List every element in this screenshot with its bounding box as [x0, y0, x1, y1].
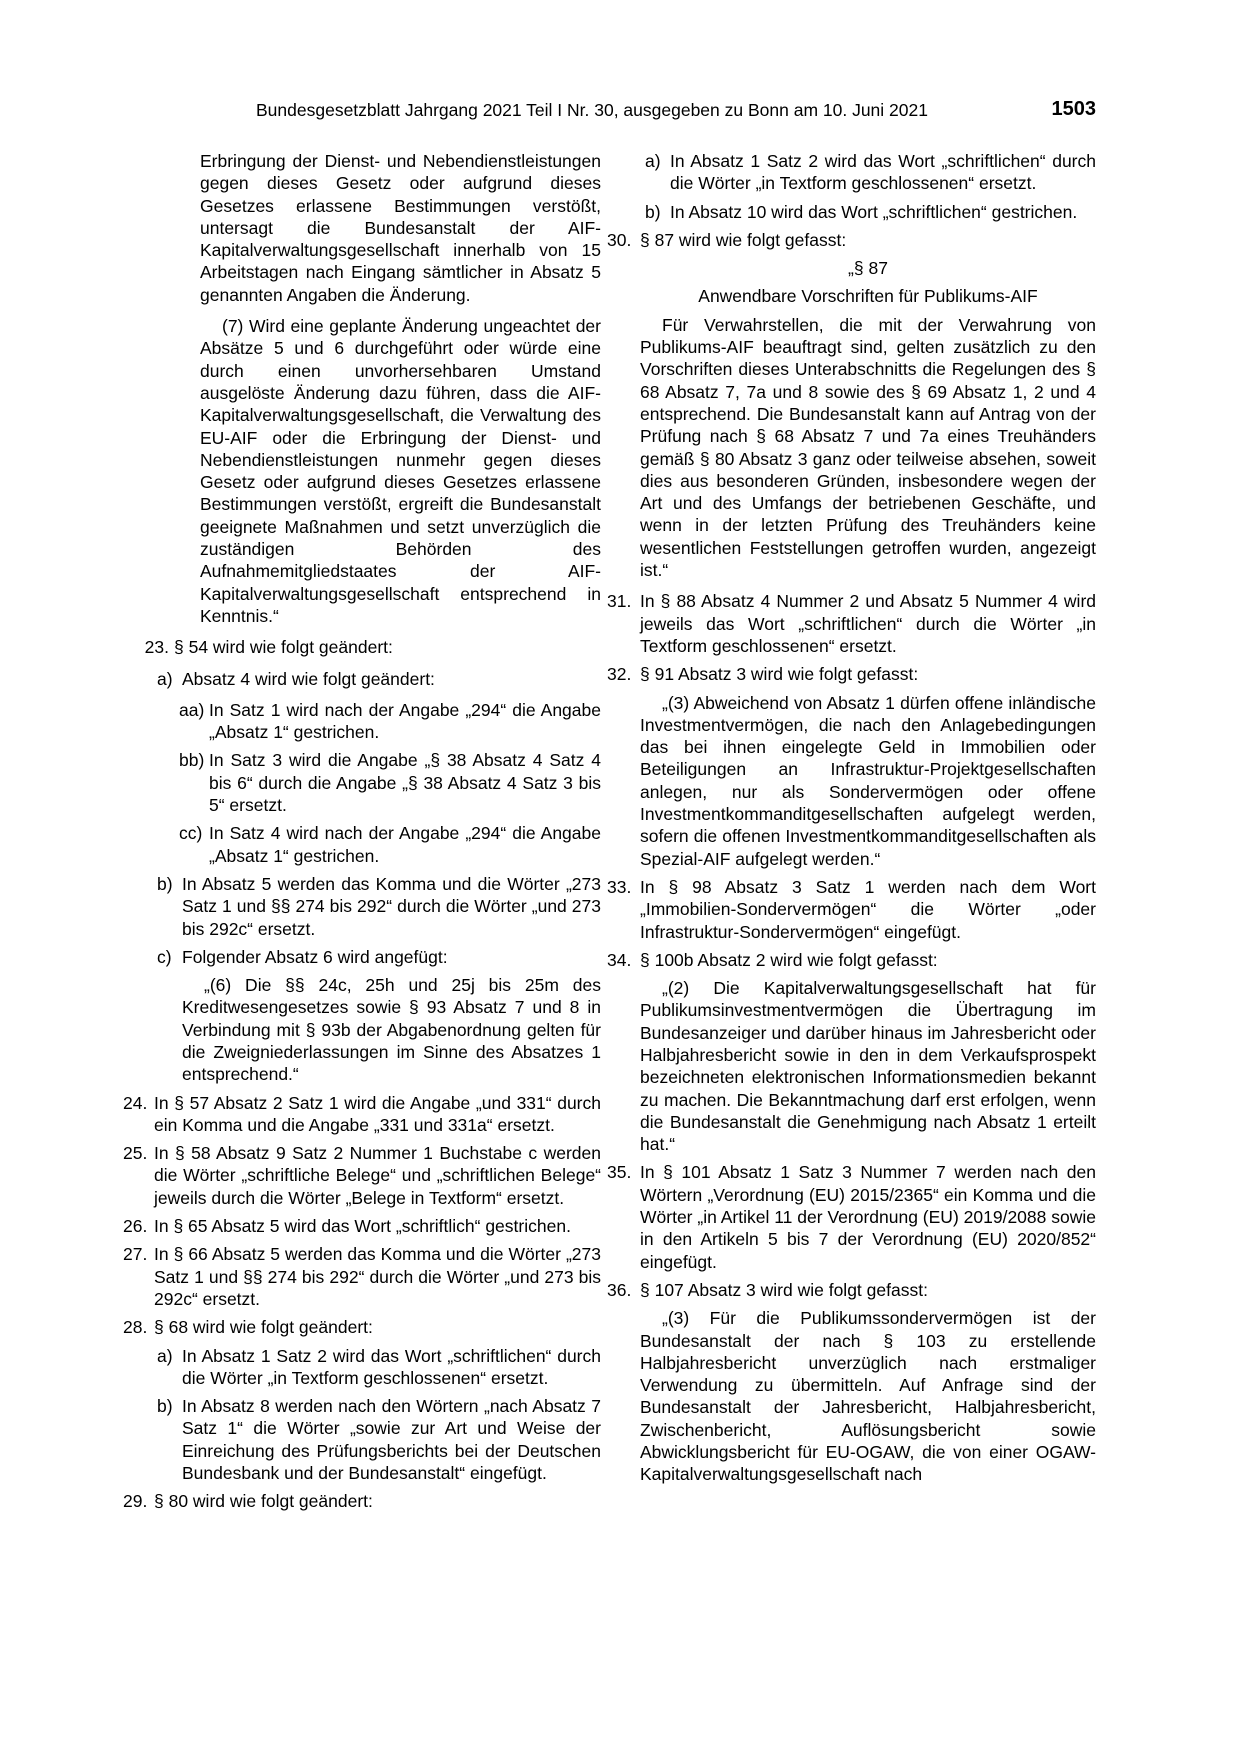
quoted-paragraph: „(2) Die Kapitalverwaltungsgesellschaft hat für Publikumsinvestmentvermögen die Übertragung im Bundesanzeiger und darüber hinaus im Jahresbericht oder Halbjahresbericht sowie in den in dem Verkaufsprospekt bezeichneten elektronischen Informationsmedien bekannt zu machen. Die Bekanntmachung darf erst erfolgen, wenn die Bundesanstalt die Genehmigung nach Absatz 1 erteilt hat.“ [640, 978, 1096, 1155]
item-text: In § 65 Absatz 5 wird das Wort „schriftlich“ gestrichen. [154, 1216, 571, 1237]
item-text: In Absatz 5 werden das Komma und die Wörter „273 Satz 1 und §§ 274 bis 292“ durch die Wörter „und 273 bis 292c“ ersetzt. [182, 873, 601, 939]
quoted-paragraph: „(3) Abweichend von Absatz 1 dürfen offene inländische Investmentvermögen, die nach den Anlagebedingungen das bei ihnen eingelegte Geld in Immobilien oder Beteiligungen an Infrastruktur-Projektgesellschaften anlegen, nur als Sondervermögen oder offene Investmentkommanditgesellschaften aufgelegt werden, sofern die offenen Investmentkommanditgesellschaften als Spezial-AIF aufgelegt werden.“ [640, 692, 1096, 869]
quoted-paragraph: Für Verwahrstellen, die mit der Verwahrung von Publikums-AIF beauftragt sind, gelten zusätzlich zu den Vorschriften dieses Unterabschnitts die Regelungen des § 68 Absatz 7, 7a und 8 sowie des § 69 Absatz 1, 2 und 4 entsprechend. Die Bundesanstalt kann auf Antrag von der Prüfung nach § 68 Absatz 7 und 7a eines Treuhänders gemäß § 80 Absatz 3 ganz oder teilweise absehen, soweit dies aus besonderen Gründen, insbesondere wegen der Art und des Umfangs der betriebenen Geschäfte, und wenn in der letzten Prüfung des Treuhänders keine wesentlichen Feststellungen getroffen wurden, angezeigt ist.“ [640, 314, 1096, 581]
item-text: Absatz 4 wird wie folgt geändert: [182, 668, 435, 689]
item-text: In § 98 Absatz 3 Satz 1 werden nach dem Wort „Immobilien-Sondervermögen“ die Wörter „oder Infrastruktur-Sondervermögen“ eingefügt. [640, 876, 1096, 942]
list-item [151, 1395, 601, 1484]
list-item [123, 1092, 601, 1137]
list-item [607, 229, 1096, 251]
item-letter: bb) [179, 750, 205, 771]
item-text: In Absatz 8 werden nach den Wörtern „nach Absatz 7 Satz 1“ die Wörter „sowie zur Art und Weise der Einreichung des Prüfungsberichts bei der Deutschen Bundesbank und der Bundesanstalt“ eingefügt. [182, 1396, 601, 1484]
list-item [607, 1279, 1096, 1301]
list-item [151, 1345, 601, 1390]
item-text: § 80 wird wie folgt geändert: [154, 1491, 373, 1512]
section-heading: Anwendbare Vorschriften für Publikums-AIF [698, 286, 1038, 307]
quoted-paragraph: „(6) Die §§ 24c, 25h und 25j bis 25m des Kreditwesengesetzes sowie § 93 Absatz 7 und 8 in Verbindung mit § 93b der Abgabenordnung gelten für die Zweigniederlassungen im Sinne des Absatzes 1 entsprechend.“ [182, 975, 601, 1085]
item-text: § 107 Absatz 3 wird wie folgt gefasst: [640, 1279, 928, 1300]
list-item [151, 873, 601, 940]
item-number: 24. [123, 1092, 148, 1113]
item-text: In § 101 Absatz 1 Satz 3 Nummer 7 werden nach den Wörtern „Verordnung (EU) 2015/2365“ ein Komma und die Wörter „in Artikel 11 der Verordnung (EU) 2019/2088 sowie in den Artikeln 5 bis 7 der Verordnung (EU) 2020/852“ eingefügt. [640, 1162, 1096, 1272]
list-item [144, 636, 601, 658]
item-letter: a) [157, 1345, 173, 1366]
list-item [123, 1215, 601, 1237]
item-number: 34. [607, 949, 632, 970]
item-text: § 68 wird wie folgt geändert: [154, 1317, 373, 1338]
item-letter: b) [157, 873, 173, 894]
list-item [151, 749, 601, 816]
item-text: In Absatz 10 wird das Wort „schriftlichen“ gestrichen. [670, 201, 1078, 222]
item-number: 27. [123, 1244, 148, 1265]
paragraph: (7) Wird eine geplante Änderung ungeachtet der Absätze 5 und 6 durchgeführt oder würde eine durch einen unvorhersehbaren Umstand ausgelöste Änderung dazu führen, dass die AIF-Kapitalverwaltungsgesellschaft, die Verwaltung des EU-AIF oder die Erbringung der Dienst- und Nebendienstleistungen nunmehr gegen dieses Gesetz oder aufgrund dieses Gesetzes erlassene Bestimmungen verstößt, ergreift die Bundesanstalt geeignete Maßnahmen und setzt unverzüglich die zuständigen Behörden des Aufnahmemitgliedstaates der AIF-Kapitalverwaltungsgesellschaft entsprechend in Kenntnis.“ [200, 316, 601, 626]
item-text: In § 66 Absatz 5 werden das Komma und die Wörter „273 Satz 1 und §§ 274 bis 292“ durch die Wörter „und 273 bis 292c“ ersetzt. [154, 1244, 601, 1309]
item-letter: a) [645, 151, 661, 171]
item-number: 36. [607, 1279, 632, 1300]
item-text: § 91 Absatz 3 wird wie folgt gefasst: [640, 664, 919, 685]
item-number: 35. [607, 1162, 632, 1183]
item-number: 30. [607, 229, 632, 250]
item-number: 25. [123, 1143, 148, 1164]
item-letter: b) [157, 1396, 173, 1417]
list-item [151, 668, 601, 690]
item-text: § 100b Absatz 2 wird wie folgt gefasst: [640, 949, 938, 970]
item-text: § 54 wird wie folgt geändert: [174, 637, 393, 658]
item-number: 29. [123, 1491, 148, 1512]
left-column [123, 150, 601, 1513]
list-item [640, 201, 1096, 223]
item-letter: a) [157, 668, 173, 689]
item-text: In § 88 Absatz 4 Nummer 2 und Absatz 5 Nummer 4 wird jeweils das Wort „schriftlichen“ durch die Wörter „in Textform geschlossenen“ ersetzt. [640, 591, 1096, 656]
item-letter: aa) [179, 699, 205, 720]
list-item [151, 822, 601, 867]
item-text: In § 57 Absatz 2 Satz 1 wird die Angabe „und 331“ durch ein Komma und die Angabe „331 und 331a“ ersetzt. [154, 1092, 601, 1135]
list-item [640, 150, 1096, 195]
list-item [123, 1142, 601, 1209]
page-number: 1503 [1051, 98, 1096, 120]
list-item [123, 1243, 601, 1310]
page-header [256, 100, 1096, 124]
item-text: Folgender Absatz 6 wird angefügt: [182, 946, 448, 967]
list-item [151, 699, 601, 744]
section-number: „§ 87 [848, 258, 888, 279]
header-title: Bundesgesetzblatt Jahrgang 2021 Teil I Nr. 30, ausgegeben zu Bonn am 10. Juni 2021 [256, 100, 928, 120]
list-item [607, 663, 1096, 685]
list-item [607, 1161, 1096, 1272]
right-column [607, 150, 1096, 1486]
paragraph: Erbringung der Dienst- und Nebendienstleistungen gegen dieses Gesetz oder aufgrund dieses Gesetzes erlassene Bestimmungen verstößt, untersagt die Bundesanstalt der AIF-Kapitalverwaltungsgesellschaft innerhalb von 15 Arbeitstagen nach Eingang sämtlicher in Absatz 5 genannten Angaben die Änderung. [200, 151, 601, 305]
list-item [151, 946, 601, 968]
list-item [607, 590, 1096, 657]
item-letter: cc) [179, 823, 203, 844]
list-item [123, 1490, 601, 1512]
item-letter: c) [157, 946, 172, 967]
item-text: In Satz 3 wird die Angabe „§ 38 Absatz 4 Satz 4 bis 6“ durch die Angabe „§ 38 Absatz 4 Satz 3 bis 5“ ersetzt. [209, 750, 601, 816]
item-number: 32. [607, 664, 632, 685]
item-number: 33. [607, 876, 632, 897]
item-text: In Absatz 1 Satz 2 wird das Wort „schriftlichen“ durch die Wörter „in Textform geschlossenen“ ersetzt. [182, 1345, 601, 1388]
item-text: In Satz 1 wird nach der Angabe „294“ die Angabe „Absatz 1“ gestrichen. [209, 699, 601, 743]
item-number: 26. [123, 1216, 148, 1237]
quoted-paragraph: „(3) Für die Publikumssondervermögen ist der Bundesanstalt der nach § 103 zu erstellende Halbjahresbericht unverzüglich nach erstmaliger Verwendung zu übermitteln. Auf Anfrage sind der Bundesanstalt der Jahresbericht, Halbjahresbericht, Zwischenbericht, Auflösungsbericht sowie Abwicklungsbericht für EU-OGAW, die von einer OGAW-Kapitalverwaltungsgesellschaft nach [640, 1308, 1096, 1485]
list-item [607, 876, 1096, 943]
item-number: 31. [607, 591, 632, 612]
item-number: 28. [123, 1317, 148, 1338]
list-item [123, 1316, 601, 1338]
item-number: 23. [144, 637, 169, 658]
item-text: In Absatz 1 Satz 2 wird das Wort „schriftlichen“ durch die Wörter „in Textform geschlossenen“ ersetzt. [670, 151, 1096, 194]
item-text: In Satz 4 wird nach der Angabe „294“ die Angabe „Absatz 1“ gestrichen. [209, 823, 601, 866]
item-text: In § 58 Absatz 9 Satz 2 Nummer 1 Buchstabe c werden die Wörter „schriftliche Belege“ und „schriftlichen Belege“ jeweils durch die Wörter „Belege in Textform“ ersetzt. [154, 1143, 601, 1208]
item-letter: b) [645, 201, 661, 222]
item-text: § 87 wird wie folgt gefasst: [640, 229, 847, 250]
list-item [607, 949, 1096, 971]
